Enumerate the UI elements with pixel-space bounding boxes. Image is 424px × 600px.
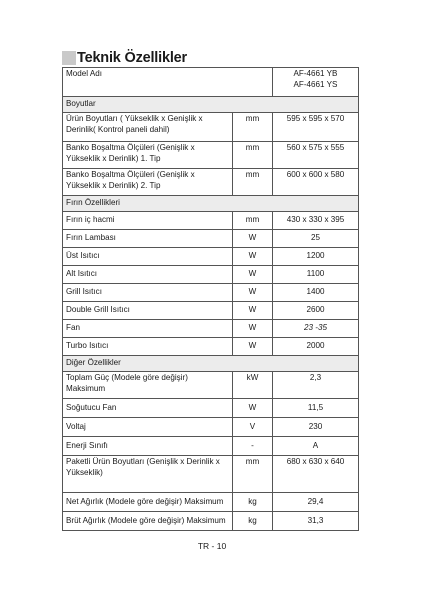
row-value: 1200: [273, 248, 359, 266]
row-unit: mm: [233, 142, 273, 169]
row-value: 2,3: [273, 372, 359, 399]
row-name: Üst Isıtıcı: [63, 248, 233, 266]
table-row: [63, 456, 359, 493]
row-value: 430 x 330 x 395: [273, 212, 359, 230]
row-unit: W: [233, 320, 273, 338]
table-header-row: [63, 68, 359, 97]
section-row: [63, 196, 359, 212]
row-value: 230: [273, 418, 359, 437]
row-value: 1100: [273, 266, 359, 284]
row-name: Voltaj: [63, 418, 233, 437]
row-unit: W: [233, 284, 273, 302]
row-name: Toplam Güç (Modele göre değişir) Maksimum: [63, 372, 233, 399]
table-row: [63, 230, 359, 248]
row-unit: mm: [233, 113, 273, 142]
row-value: 11,5: [273, 399, 359, 418]
table-row: [63, 493, 359, 512]
row-name: Banko Boşaltma Ölçüleri (Genişlik x Yükseklik x Derinlik) 2. Tip: [63, 169, 233, 196]
table-row: [63, 212, 359, 230]
row-value: 1400: [273, 284, 359, 302]
row-name: Fırın Lambası: [63, 230, 233, 248]
row-value: 2600: [273, 302, 359, 320]
row-name: Net Ağırlık (Modele göre değişir) Maksimum: [63, 493, 233, 512]
table-row: [63, 418, 359, 437]
row-name: Alt Isıtıcı: [63, 266, 233, 284]
spec-table: [62, 67, 359, 531]
row-value: 25: [273, 230, 359, 248]
row-value: 29,4: [273, 493, 359, 512]
page-number: TR - 10: [197, 541, 227, 551]
row-unit: W: [233, 230, 273, 248]
row-value: 2000: [273, 338, 359, 356]
table-row: [63, 437, 359, 456]
section-row: [63, 356, 359, 372]
table-row: [63, 399, 359, 418]
row-name: Fırın iç hacmi: [63, 212, 233, 230]
row-name: Double Grill Isıtıcı: [63, 302, 233, 320]
table-row: [63, 248, 359, 266]
model-names: [273, 68, 359, 97]
table-row: [63, 142, 359, 169]
table-row: [63, 113, 359, 142]
row-unit: kg: [233, 493, 273, 512]
model-label: Model Adı: [63, 68, 273, 97]
row-value: 595 x 595 x 570: [273, 113, 359, 142]
title-marker: [62, 51, 76, 65]
row-unit: V: [233, 418, 273, 437]
row-value: 680 x 630 x 640: [273, 456, 359, 493]
row-unit: W: [233, 399, 273, 418]
row-unit: W: [233, 248, 273, 266]
row-name: Enerji Sınıfı: [63, 437, 233, 456]
page-title: Teknik Özellikler: [77, 50, 187, 66]
table-row: [63, 320, 359, 338]
row-unit: mm: [233, 456, 273, 493]
table-row: [63, 266, 359, 284]
row-name: Ürün Boyutları ( Yükseklik x Genişlik x Derinlik( Kontrol paneli dahil): [63, 113, 233, 142]
row-name: Grill Isıtıcı: [63, 284, 233, 302]
model-name: AF-4661 YS: [293, 79, 338, 89]
row-name: Soğutucu Fan: [63, 399, 233, 418]
table-row: [63, 169, 359, 196]
row-value: A: [273, 437, 359, 456]
row-unit: mm: [233, 169, 273, 196]
row-unit: kW: [233, 372, 273, 399]
row-unit: W: [233, 338, 273, 356]
table-row: [63, 338, 359, 356]
row-unit: kg: [233, 512, 273, 531]
row-value: 23 -35: [273, 320, 359, 338]
row-value: 31,3: [273, 512, 359, 531]
model-name: AF-4661 YB: [293, 69, 338, 78]
row-name: Paketli Ürün Boyutları (Genişlik x Derinlik x Yükseklik): [63, 456, 233, 493]
row-name: Banko Boşaltma Ölçüleri (Genişlik x Yükseklik x Derinlik) 1. Tip: [63, 142, 233, 169]
table-row: [63, 372, 359, 399]
row-value: 560 x 575 x 555: [273, 142, 359, 169]
table-row: [63, 512, 359, 531]
row-unit: -: [233, 437, 273, 456]
section-title: Diğer Özellikler: [63, 356, 359, 372]
row-name: Turbo Isıtıcı: [63, 338, 233, 356]
row-unit: W: [233, 266, 273, 284]
row-name: Brüt Ağırlık (Modele göre değişir) Maksimum: [63, 512, 233, 531]
row-unit: mm: [233, 212, 273, 230]
row-unit: W: [233, 302, 273, 320]
row-name: Fan: [63, 320, 233, 338]
table-row: [63, 302, 359, 320]
title-row: [62, 49, 187, 67]
row-value: 600 x 600 x 580: [273, 169, 359, 196]
section-row: [63, 97, 359, 113]
section-title: Boyutlar: [63, 97, 359, 113]
section-title: Fırın Özellikleri: [63, 196, 359, 212]
table-row: [63, 284, 359, 302]
